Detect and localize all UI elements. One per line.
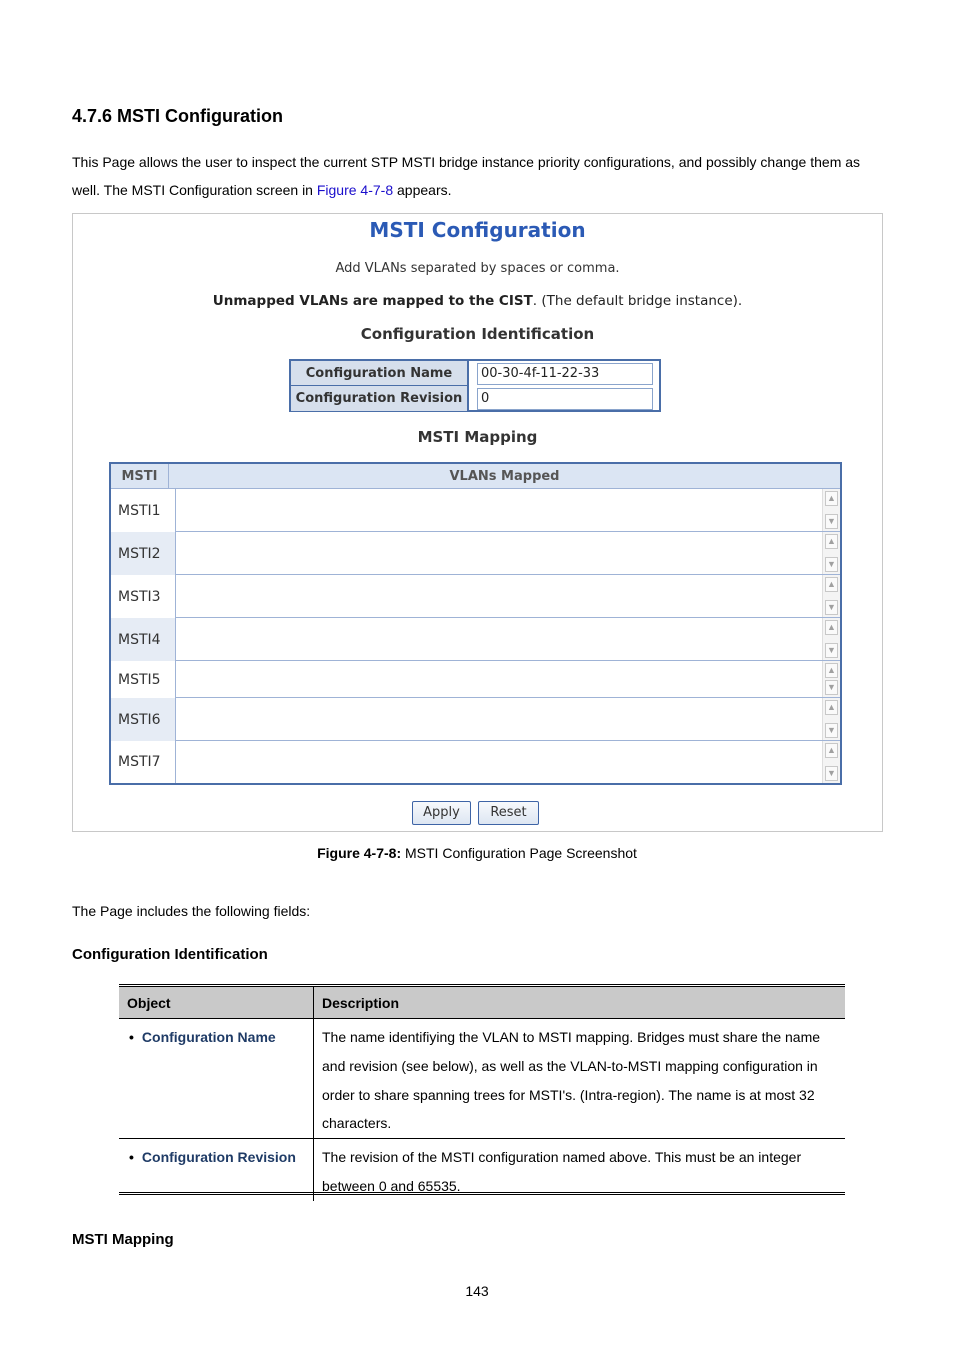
msti-label: MSTI4 (111, 618, 175, 661)
msti-mapping-table (109, 462, 842, 785)
figure-caption (0, 845, 954, 861)
description-table (119, 984, 845, 1201)
reset-button[interactable]: Reset (478, 801, 539, 825)
table-bottom-rule (119, 1192, 845, 1195)
fields-intro: The Page includes the following fields: (72, 903, 311, 919)
scroll-up-icon[interactable]: ▲ (825, 700, 838, 715)
config-name-label: Configuration Name (291, 361, 469, 386)
bullet-icon: • (129, 1029, 134, 1045)
msti-label: MSTI7 (118, 754, 161, 770)
intro-paragraph (72, 148, 887, 204)
scrollbar[interactable] (822, 741, 840, 783)
vlans-textarea[interactable] (175, 661, 840, 698)
vlans-textarea[interactable] (175, 575, 840, 618)
scroll-down-icon[interactable]: ▼ (825, 514, 838, 529)
msti-label: MSTI3 (118, 588, 161, 605)
description-cell: The revision of the MSTI configuration named above. This must be an integer between 0 and 65535. (322, 1149, 802, 1194)
mapping-header-row (111, 464, 840, 489)
scrollbar[interactable] (822, 532, 840, 574)
msti-mapping-heading: MSTI Mapping (417, 428, 538, 446)
section-title: 4.7.6 MSTI Configuration (72, 106, 284, 126)
scroll-up-icon[interactable]: ▲ (825, 663, 838, 678)
config-revision-row (291, 386, 659, 411)
msti-label: MSTI2 (111, 532, 175, 575)
scroll-down-icon[interactable]: ▼ (825, 766, 838, 781)
mapping-row (111, 618, 840, 661)
scroll-down-icon[interactable]: ▼ (825, 680, 838, 695)
header-msti: MSTI (111, 464, 169, 489)
mapping-row (111, 741, 840, 783)
config-id-heading: Configuration Identification (360, 325, 595, 343)
scroll-up-icon[interactable]: ▲ (825, 577, 838, 592)
figure-link[interactable]: Figure 4-7-8 (316, 182, 394, 198)
scroll-up-icon[interactable]: ▲ (825, 491, 838, 506)
scrollbar[interactable] (822, 661, 840, 697)
config-name-row (291, 361, 659, 386)
config-name-input[interactable]: 00-30-4f-11-22-33 (477, 363, 653, 385)
header-description: Description (314, 987, 846, 1019)
vlans-textarea[interactable] (175, 698, 840, 741)
msti-label: MSTI6 (111, 698, 175, 741)
msti-label: MSTI1 (118, 502, 161, 519)
object-cell (119, 1019, 314, 1139)
bullet-icon: • (129, 1149, 134, 1166)
scroll-up-icon[interactable]: ▲ (825, 534, 838, 549)
mapping-row (111, 532, 840, 575)
mapping-row (111, 575, 840, 618)
screenshot-frame (72, 213, 883, 832)
caption-label: Figure 4-7-8: (317, 845, 402, 861)
config-revision-input[interactable]: 0 (477, 388, 653, 410)
scroll-down-icon[interactable]: ▼ (825, 723, 838, 738)
config-revision-label: Configuration Revision (291, 386, 469, 411)
msti-mapping-subheading: MSTI Mapping (72, 1231, 174, 1248)
vlans-textarea[interactable] (175, 532, 840, 575)
vlan-note: Add VLANs separated by spaces or comma. (335, 261, 620, 276)
mapping-row (111, 489, 840, 532)
object-name: Configuration Name (141, 1029, 276, 1045)
scroll-down-icon[interactable]: ▼ (825, 557, 838, 572)
config-id-table (289, 359, 661, 412)
scrollbar[interactable] (822, 618, 840, 660)
object-name: Configuration Revision (141, 1149, 296, 1166)
unmapped-note (73, 293, 882, 309)
config-id-subheading: Configuration Identification (72, 946, 268, 963)
mapping-row (111, 661, 840, 698)
table-row (119, 1019, 845, 1139)
vlans-textarea[interactable] (175, 741, 840, 783)
scroll-up-icon[interactable]: ▲ (825, 743, 838, 758)
table-header-row (119, 987, 845, 1019)
caption-text: MSTI Configuration Page Screenshot (401, 845, 637, 861)
scroll-down-icon[interactable]: ▼ (825, 600, 838, 615)
vlans-textarea[interactable] (175, 618, 840, 661)
scrollbar[interactable] (822, 698, 840, 740)
scrollbar[interactable] (822, 489, 840, 531)
msti-label: MSTI5 (118, 671, 161, 688)
scroll-up-icon[interactable]: ▲ (825, 620, 838, 635)
unmapped-note-bold: Unmapped VLANs are mapped to the CIST (212, 293, 533, 309)
scrollbar[interactable] (822, 575, 840, 617)
header-object: Object (119, 987, 314, 1019)
mapping-row (111, 698, 840, 741)
intro-text-before: This Page allows the user to inspect the current STP MSTI bridge instance priority configurations, and possibly change them as well. The MSTI Configuration screen in (72, 154, 861, 198)
scroll-down-icon[interactable]: ▼ (825, 643, 838, 658)
header-vlans-mapped: VLANs Mapped (449, 469, 560, 484)
intro-text-after: appears. (393, 182, 452, 198)
unmapped-note-rest: . (The default bridge instance). (532, 293, 743, 309)
description-cell: The name identifiying the VLAN to MSTI mapping. Bridges must share the name and revision (see below), as well as the VLAN-to-MSTI mapping configuration in order to share spanning trees for MSTI's. (Intra-region). The name is at most 32 characters. (314, 1019, 846, 1139)
page-number: 143 (465, 1283, 489, 1299)
msti-config-title: MSTI Configuration (369, 218, 586, 242)
apply-button[interactable]: Apply (412, 801, 471, 825)
vlans-textarea[interactable] (175, 489, 840, 532)
